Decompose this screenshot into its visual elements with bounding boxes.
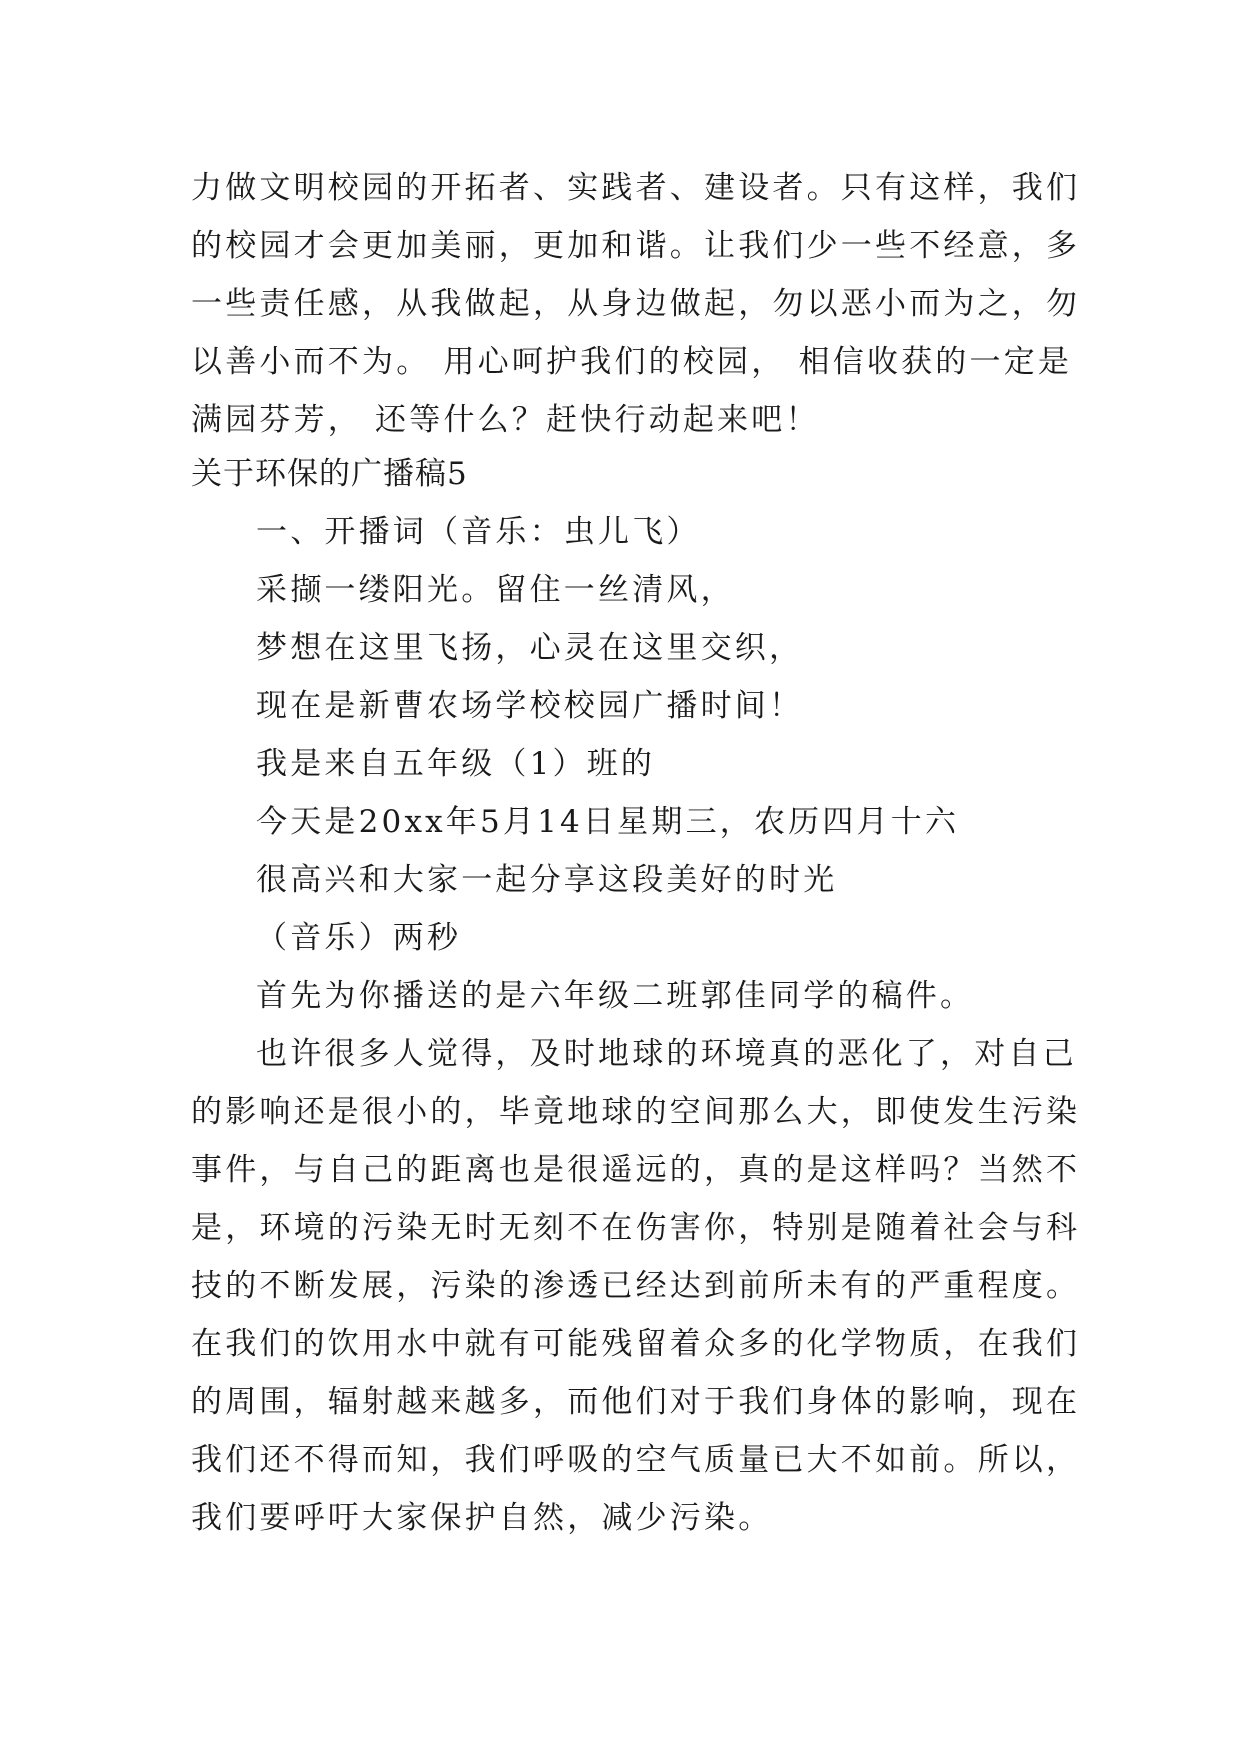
paragraph-line: 是，环境的污染无时无刻不在伤害你，特别是随着社会与科: [191, 1210, 1081, 1246]
script-line: 采撷一缕阳光。留住一丝清风，: [256, 572, 735, 608]
paragraph-line: 也许很多人觉得，及时地球的环境真的恶化了，对自己: [256, 1036, 1077, 1072]
script-line: 很高兴和大家一起分享这段美好的时光: [256, 862, 838, 898]
script-line: 现在是新曹农场学校校园广播时间！: [256, 688, 804, 724]
paragraph-line: 一些责任感，从我做起，从身边做起，勿以恶小而为之，勿: [191, 286, 1081, 322]
paragraph-line: 在我们的饮用水中就有可能残留着众多的化学物质，在我们: [191, 1326, 1081, 1362]
script-line: 我是来自五年级（1）班的: [256, 746, 656, 782]
paragraph-line: 满园芬芳， 还等什么？赶快行动起来吧！: [191, 402, 820, 438]
script-line: （音乐）两秒: [256, 920, 462, 956]
paragraph-line: 技的不断发展，污染的渗透已经达到前所未有的严重程度。: [191, 1268, 1081, 1304]
script-line: 梦想在这里飞扬，心灵在这里交织，: [256, 630, 804, 666]
script-line: 首先为你播送的是六年级二班郭佳同学的稿件。: [256, 978, 975, 1014]
script-line: 今天是20xx年5月14日星期三，农历四月十六: [256, 804, 960, 840]
paragraph-line: 的影响还是很小的，毕竟地球的空间那么大，即使发生污染: [191, 1094, 1081, 1130]
paragraph-line: 以善小而不为。 用心呵护我们的校园， 相信收获的一定是: [191, 344, 1073, 380]
paragraph-line: 力做文明校园的开拓者、实践者、建设者。只有这样，我们: [191, 170, 1081, 206]
paragraph-line: 的校园才会更加美丽，更加和谐。让我们少一些不经意，多: [191, 228, 1081, 264]
paragraph-line: 我们还不得而知，我们呼吸的空气质量已大不如前。所以，: [191, 1442, 1081, 1478]
paragraph-line: 我们要呼吁大家保护自然，减少污染。: [191, 1500, 773, 1536]
paragraph-line: 的周围，辐射越来越多，而他们对于我们身体的影响，现在: [191, 1384, 1081, 1420]
opening-heading: 一、开播词（音乐：虫儿飞）: [256, 514, 701, 550]
paragraph-line: 事件，与自己的距离也是很遥远的，真的是这样吗？当然不: [191, 1152, 1081, 1188]
section-title: 关于环保的广播稿5: [191, 456, 468, 492]
